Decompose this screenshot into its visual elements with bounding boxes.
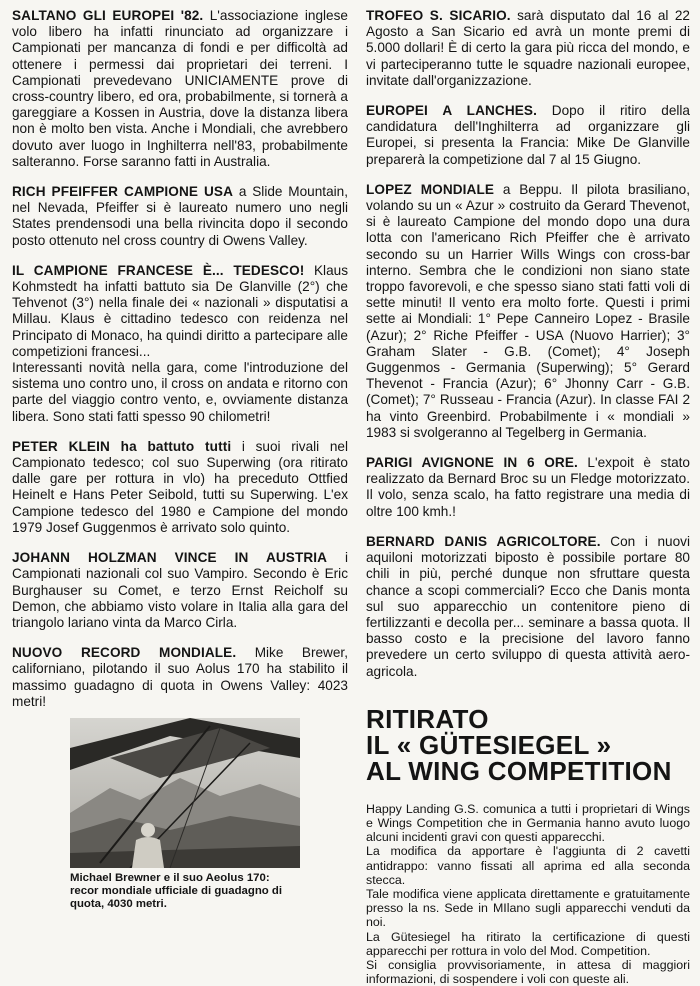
headline-line-2: IL « GÜTESIEGEL » — [366, 729, 612, 760]
news-item-trofeo — [366, 8, 690, 89]
notice-paragraph: La modifica da apportare è l'aggiunta di 2 cavetti antidrappo: vanno fissati all aprima ed alla seconda stecca. — [366, 844, 690, 887]
news-item-novita — [12, 360, 348, 425]
news-item-lopez — [366, 182, 690, 441]
news-heading: BERNARD DANIS AGRICOLTORE. — [366, 533, 601, 549]
news-heading: SALTANO GLI EUROPEI '82. — [12, 8, 204, 23]
news-heading: PARIGI AVIGNONE IN 6 ORE. — [366, 455, 578, 471]
news-body: sarà disputato dal 16 al 22 Agosto a San Sicario ed avrà un monte premi di 5.000 dollari! È di certo la gara più ricca del mondo, e vi parteciperanno tutte le squadre nazionali europee, invitate dall'organizzazione. — [366, 8, 690, 88]
notice-paragraph: Tale modifica viene applicata direttamente e gratuitamente presso la ns. Sede in MIlano sugli apparecchi venduti da noi. — [366, 886, 690, 930]
headline-line-3: AL WING COMPETITION — [366, 755, 672, 786]
news-item-klein — [12, 439, 348, 536]
news-heading: LOPEZ MONDIALE — [366, 181, 495, 197]
hang-glider-photo — [70, 718, 300, 868]
news-item-danis — [366, 534, 690, 680]
news-item-holzman — [12, 550, 348, 631]
left-column — [12, 8, 348, 912]
news-body: L'associazione inglese volo libero ha infatti rinunciato ad organizzare i Campionati per mancanza di fondi e per difficoltà ad ottenere i permessi dai proprietari dei terreni. I Campionati prevedevano UNICIAMENTE prove di cross-country libero, ed ora, probabilmente, si tornerà a gareggiare a Kossen in Austria, dove la distanza libera non è molto ben vista. Anche i Mondiali, che avrebbero dovuto aver luogo in Inghilterra nell'83, probabilmente salteranno. Forse saranno fatti in Australia. — [12, 8, 348, 169]
news-heading: RICH PFEIFFER CAMPIONE USA — [12, 184, 233, 200]
news-item-europei-lanches — [366, 103, 690, 168]
news-heading: PETER KLEIN ha battuto tutti — [12, 438, 232, 454]
news-item-record — [12, 645, 348, 710]
news-item-parigi — [366, 455, 690, 520]
news-item-campione-francese — [12, 263, 348, 360]
news-body: Con i nuovi aquiloni motorizzati biposto è possibile portare 80 chili in più, perché dunque non sfruttare questa chance a scopi commerciali? Ecco che Danis monta sul suo apparecchio un contenitore pieno di fertilizzanti e decolla per... seminare a bassa quota. Il basso costo e la precisione del lavoro fanno prevedere un certo sviluppo di questa attività aero-agricola. — [366, 533, 690, 679]
news-body: a Beppu. Il pilota brasiliano, volando su un « Azur » costruito da Gerard Thevenot, si è laureato Campione del mondo dopo una dura lotta con l'americano Rich Pfeiffer che è arrivato secondo su un Harrier Wills Wings con cross-bar interno. Sembra che le condizioni non siano state troppo favorevoli, e che spesso siano stati fatti voli di sette minuti! Il vento era molto forte. Questi i primi sette ai Mondiali: 1° Pepe Canneiro Lopez - Brasile (Azur); 2° Riche Pfeiffer - USA (Nuovo Harrier); 3° Graham Slater - G.B. (Comet); 4° Joseph Guggenmos - Germania (Superwing); 5° Gerard Thevenot - Francia (Azur); 6° Jhonny Carr - G.B. (Comet); 7° Russeau - Francia (Azur). In classe FAI 2 ha vinto Greenbird. Probabilmente i « mondiali » 1983 si svolgeranno al Tegelberg in Germania. — [366, 181, 690, 440]
notice-body — [366, 802, 690, 986]
news-body: i suoi rivali nel Campionato tedesco; col suo Superwing (ora ritirato dalle gare per rottura in vlo) ha preceduto Ottfied Heinelt e Hans Peter Seibold, tutti su Superwing. L'ex Campione tedesco del 1980 e Campione del mondo 1979 Josef Guggenmos è arrivato solo quinto. — [12, 438, 348, 535]
news-item-saltano — [12, 8, 348, 170]
news-body: Klaus Kohmstedt ha infatti battuto sia De Glanville (2°) che Tehvenot (3°) nella finale dei « nazionali » disputatisi a Millau. Klaus è cittadino tedesco con reidenza nel Principato di Monaco, ha quindi diritto a partecipare alle competizioni francesi... — [12, 262, 348, 359]
news-body: i Campionati nazionali col suo Vampiro. Secondo è Eric Burghauser su Comet, e terzo Ernst Reicholf su Demon, che abbiamo visto volare in Italia alla gara del triangolo lariano vinta da Marco Cirla. — [12, 550, 348, 630]
news-heading: IL CAMPIONE FRANCESE È... TEDESCO! — [12, 262, 305, 278]
news-heading: EUROPEI A LANCHES. — [366, 103, 537, 119]
news-body: Mike Brewer, californiano, pilotando il suo Aolus 170 ha stabilito il massimo guadagno di quota in Owens Valley: 4023 metri! — [12, 645, 348, 709]
notice-paragraph: Si consiglia provvisoriamente, in attesa di maggiori informazioni, di sospendere i voli con queste ali. — [366, 957, 690, 986]
news-heading: NUOVO RECORD MONDIALE. — [12, 645, 237, 661]
headline-line-1: RITIRATO — [366, 703, 489, 734]
right-column — [366, 8, 690, 986]
photo-caption: Michael Brewner e il suo Aeolus 170: recor mondiale ufficiale di guadagno di quota, 4030 metri. — [70, 871, 283, 911]
headline — [366, 703, 690, 786]
news-heading: JOHANN HOLZMAN VINCE IN AUSTRIA — [12, 550, 328, 566]
notice-paragraph: La Gütesiegel ha ritirato la certificazione di questi apparecchi per rottura in volo del Mod. Competition. — [366, 929, 690, 958]
news-item-pfeiffer — [12, 184, 348, 249]
news-heading: TROFEO S. SICARIO. — [366, 8, 511, 23]
news-body: Dopo il ritiro della candidatura dell'Inghilterra ad organizzare gli Europei, si presenta la Francia: Mike De Glanville preparerà la competizione dal 7 al 15 Giugno. — [366, 103, 690, 167]
news-body: Interessanti novità nella gara, come l'introduzione del sistema uno contro uno, il cross on andata e ritorno con parte del viaggio contro vento, e, ovviamente distanza libera. Sono stati fatti spesso 90 chilometri! — [12, 360, 348, 424]
news-body: a Slide Mountain, nel Nevada, Pfeiffer si è laureato numero uno negli States prendensodi una bella rivincita dopo il secondo posto ottenuto nel cross country di Owens Valley. — [12, 184, 348, 248]
notice-paragraph: Happy Landing G.S. comunica a tutti i proprietari di Wings e Wings Competition che in Germania hanno avuto luogo alcuni incidenti gravi con questi apparecchi. — [366, 801, 690, 845]
news-body: L'expoit è stato realizzato da Bernard Broc su un Fledge motorizzato. Il volo, senza scalo, ha fatto registrare una media di oltre 100 kmh.! — [366, 455, 690, 519]
